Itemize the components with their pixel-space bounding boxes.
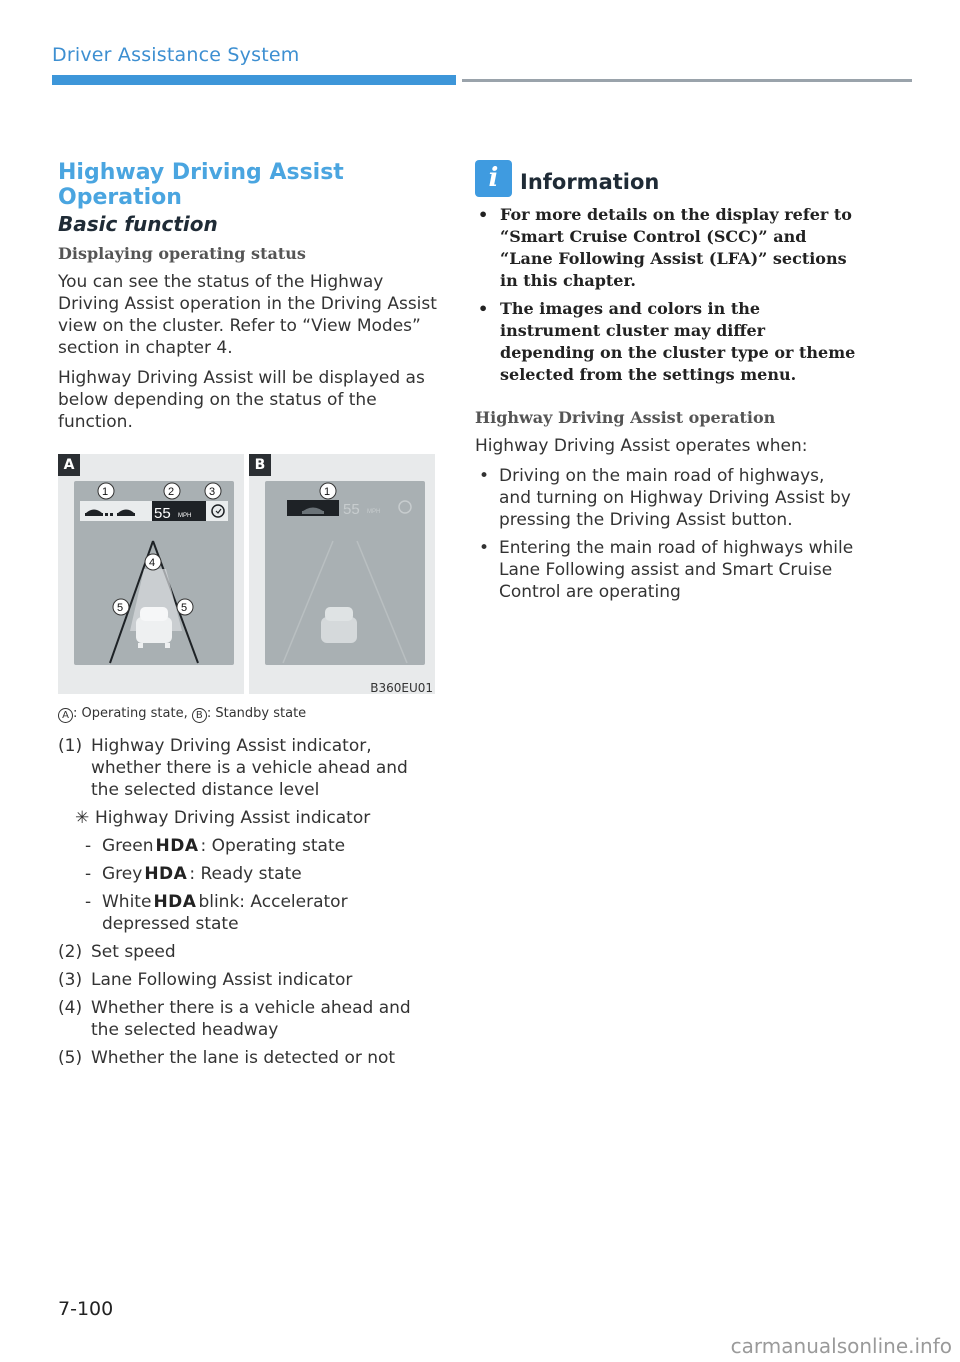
panel-operating	[58, 454, 244, 694]
sub-item	[85, 835, 438, 857]
list-item	[58, 1047, 438, 1069]
information-text: For more details on the display refer to “Smart Cruise Control (SCC)” and “Lane Following Assist (LFA)” sections in this chapter.	[500, 205, 852, 290]
hda-icon: HDA	[144, 864, 188, 884]
information-text: The images and colors in the instrument cluster may differ depending on the cluster type or theme selected from the settings menu.	[500, 299, 856, 384]
information-header	[475, 160, 659, 197]
item-text: Whether there is a vehicle ahead and the selected headway	[91, 998, 411, 1040]
callout-5: 5	[117, 602, 124, 614]
note-text: Highway Driving Assist indicator	[95, 808, 371, 828]
header-accent-bar	[52, 75, 456, 85]
information-list	[478, 204, 858, 392]
callout-2: 2	[168, 486, 175, 498]
watermark: carmanualsonline.info	[730, 1334, 952, 1358]
cluster-illustration	[74, 481, 234, 665]
dash: -	[85, 892, 92, 912]
figure-caption	[58, 706, 306, 723]
sub-suffix: : Ready state	[189, 864, 302, 884]
sub-item	[85, 863, 438, 885]
section-subtitle: Basic function	[58, 212, 218, 236]
left-column	[58, 160, 438, 433]
sub-item	[85, 891, 438, 935]
sub-prefix: Grey	[102, 864, 143, 884]
information-title: Information	[520, 169, 660, 194]
list-item	[58, 997, 438, 1041]
cluster-screen	[265, 481, 425, 665]
sub-suffix: blink: Accelerator depressed state	[102, 892, 348, 934]
item-number: (2)	[58, 942, 83, 962]
dash: -	[85, 836, 92, 856]
operation-text: Entering the main road of highways while Lane Following assist and Smart Cruise Control are operating	[499, 538, 854, 602]
circled-letter: B	[192, 708, 207, 723]
operation-heading: Highway Driving Assist operation	[475, 408, 776, 427]
operation-text: Driving on the main road of highways, and turning on Highway Driving Assist by pressing the Driving Assist button.	[499, 466, 851, 530]
figure-code: B360EU01	[370, 681, 433, 695]
dash: -	[85, 864, 92, 884]
sub-prefix: Green	[102, 836, 154, 856]
paragraph: You can see the status of the Highway Driving Assist operation in the Driving Assist view on the cluster. Refer to “View Modes” section in chapter 4.	[58, 272, 437, 358]
list-item	[58, 969, 438, 991]
callout-1: 1	[102, 486, 109, 498]
list-item	[475, 537, 855, 603]
bullet-icon: •	[479, 466, 490, 486]
hda-icon: HDA	[153, 892, 197, 912]
item-number: (1)	[58, 736, 83, 756]
list-item	[478, 204, 858, 292]
operation-section	[475, 408, 855, 609]
list-item	[478, 298, 858, 386]
callout-legend	[58, 735, 438, 1075]
set-speed-value: 55	[154, 505, 171, 522]
paragraph: Highway Driving Assist will be displayed as below depending on the status of the function.	[58, 368, 425, 432]
panel-label: A	[58, 454, 80, 476]
caption-text: : Standby state	[206, 706, 307, 721]
indicator-note	[75, 807, 438, 829]
item-number: (3)	[58, 970, 83, 990]
information-icon: i	[475, 160, 512, 197]
bullet-icon: •	[479, 538, 490, 558]
note-star-icon: ✳	[75, 808, 90, 828]
section-title: Highway Driving Assist Operation	[58, 160, 344, 210]
set-speed-value: 55	[343, 501, 360, 518]
panel-label: B	[249, 454, 271, 476]
cluster-figure	[58, 454, 435, 697]
panel-standby	[249, 454, 435, 694]
list-item	[58, 941, 438, 963]
callout-1: 1	[324, 486, 331, 498]
speed-unit: MPH	[367, 509, 381, 515]
operation-list	[475, 465, 855, 603]
speed-unit: MPH	[178, 513, 192, 519]
item-text: Whether the lane is detected or not	[91, 1048, 396, 1068]
page-number: 7-100	[58, 1298, 114, 1320]
callout-4: 4	[149, 557, 156, 569]
item-number: (5)	[58, 1048, 83, 1068]
list-item	[58, 735, 438, 801]
callout-3: 3	[209, 486, 216, 498]
item-text: Highway Driving Assist indicator, whether there is a vehicle ahead and the selected distance level	[91, 736, 408, 800]
circled-letter: A	[58, 708, 73, 723]
operation-intro: Highway Driving Assist operates when:	[475, 436, 808, 456]
item-number: (4)	[58, 998, 83, 1018]
sub-suffix: : Operating state	[200, 836, 346, 856]
item-text: Lane Following Assist indicator	[91, 970, 353, 990]
subheading: Displaying operating status	[58, 244, 306, 263]
bullet-icon: •	[478, 299, 489, 318]
item-text: Set speed	[91, 942, 176, 962]
bullet-icon: •	[478, 205, 489, 224]
list-item	[475, 465, 855, 531]
callout-5: 5	[181, 602, 188, 614]
hda-icon: HDA	[155, 836, 199, 856]
header-title: Driver Assistance System	[52, 44, 300, 66]
sub-prefix: White	[102, 892, 152, 912]
caption-text: : Operating state,	[73, 706, 192, 721]
cluster-illustration	[265, 481, 425, 665]
cluster-screen	[74, 481, 234, 665]
header-rule	[462, 79, 912, 82]
